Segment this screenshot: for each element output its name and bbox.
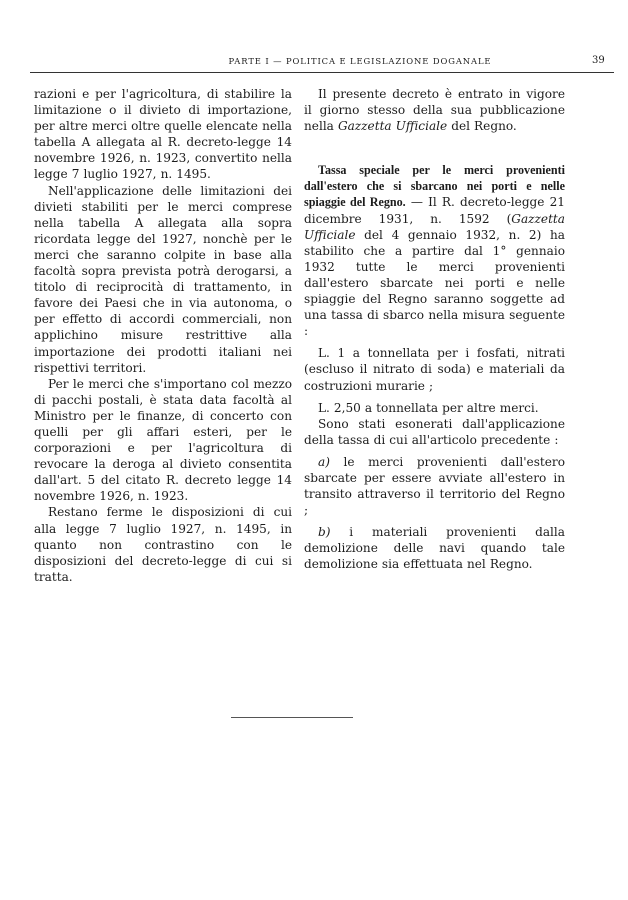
- right-paragraph-1: [304, 86, 565, 134]
- left-paragraph-2: Nell'applicazione delle limitazioni dei divieti stabiliti per le merci comprese nella tabella A allegata alla sopra ricordata legge del 1927, nonchè per le merci che saranno colpite in base alla facoltà sopra prevista potrà derogarsi, a titolo di reciprocità di trattamento, in favore dei Paesi che in via autonoma, o per effetto di accordi commerciali, non applichino misure restrittive alla importazione dei prodotti italiani nei rispettivi territori.: [34, 183, 292, 375]
- section-paragraph: [304, 162, 565, 339]
- rate-1: L. 1 a tonnellata per i fosfati, nitrati (escluso il nitrato di soda) e materiali da costruzioni murarie ;: [304, 346, 565, 393]
- left-paragraph-3: Per le merci che s'importano col mezzo di pacchi postali, è stata data facoltà al Ministro per le finanze, di concerto con quelli per gli affari esteri, per le corporazioni e per l'agricoltura di revocare la deroga al divieto consentita dall'art. 5 del citato R. decreto legge 14 novembre 1926, n. 1923.: [34, 376, 292, 504]
- running-header: PARTE I — POLITICA E LEGISLAZIONE DOGANALE: [228, 56, 492, 66]
- exemption-item-b: [304, 524, 565, 572]
- item-a-label: a): [318, 454, 330, 469]
- item-a-text: le merci provenienti dall'estero sbarcate per essere avviate all'estero in transito attraverso il territorio del Regno ;: [304, 454, 565, 518]
- page-number: 39: [592, 55, 605, 66]
- left-paragraph-4: Restano ferme le disposizioni di cui alla legge 7 luglio 1927, n. 1495, in quanto non contrastino con le disposizioni del decreto-legge di cui si tratta.: [34, 505, 292, 584]
- exemption-intro: Sono stati esonerati dall'applicazione della tassa di cui all'articolo precedente :: [304, 416, 565, 447]
- right-column: [304, 86, 565, 573]
- gazette-title-2: Gazzetta Ufficiale: [304, 211, 565, 242]
- section-text-b: del 4 gennaio 1932, n. 2) ha stabilito che a partire dal 1° gennaio 1932 tutte le merci provenienti dall'estero sbarcate nei porti e nelle spiaggie del Regno saranno soggette ad una tassa di sbarco nella misura seguente :: [304, 227, 565, 339]
- decree-text-end: del Regno.: [447, 119, 517, 134]
- item-b-text: i materiali provenienti dalla demolizione delle navi quando tale demolizione sia effettuata nel Regno.: [304, 525, 565, 572]
- section-heading: Tassa speciale per le merci provenienti dall'estero che si sbarcano nei porti e nelle spiaggie del Regno.: [304, 163, 565, 210]
- rate-2: L. 2,50 a tonnellata per altre merci.: [318, 400, 539, 415]
- item-b-label: b): [318, 525, 331, 540]
- left-paragraph-1: razioni e per l'agricoltura, di stabilire la limitazione o il divieto di importazione, per altre merci oltre quelle elencate nella tabella A allegata al R. decreto-legge 14 novembre 1926, n. 1923, convertito nella legge 7 luglio 1927, n. 1495.: [34, 87, 292, 182]
- left-column: [34, 86, 292, 585]
- header-rule: [30, 72, 614, 73]
- exemption-item-a: [304, 454, 565, 518]
- gazette-title: Gazzetta Ufficiale: [337, 119, 448, 134]
- decree-text: Il presente decreto è entrato in vigore il giorno stesso della sua pubblicazione nella: [304, 87, 565, 134]
- footer-rule: [231, 717, 353, 718]
- section-text-a: — Il R. decreto-legge 21 dicembre 1931, n. 1592 (: [304, 195, 565, 226]
